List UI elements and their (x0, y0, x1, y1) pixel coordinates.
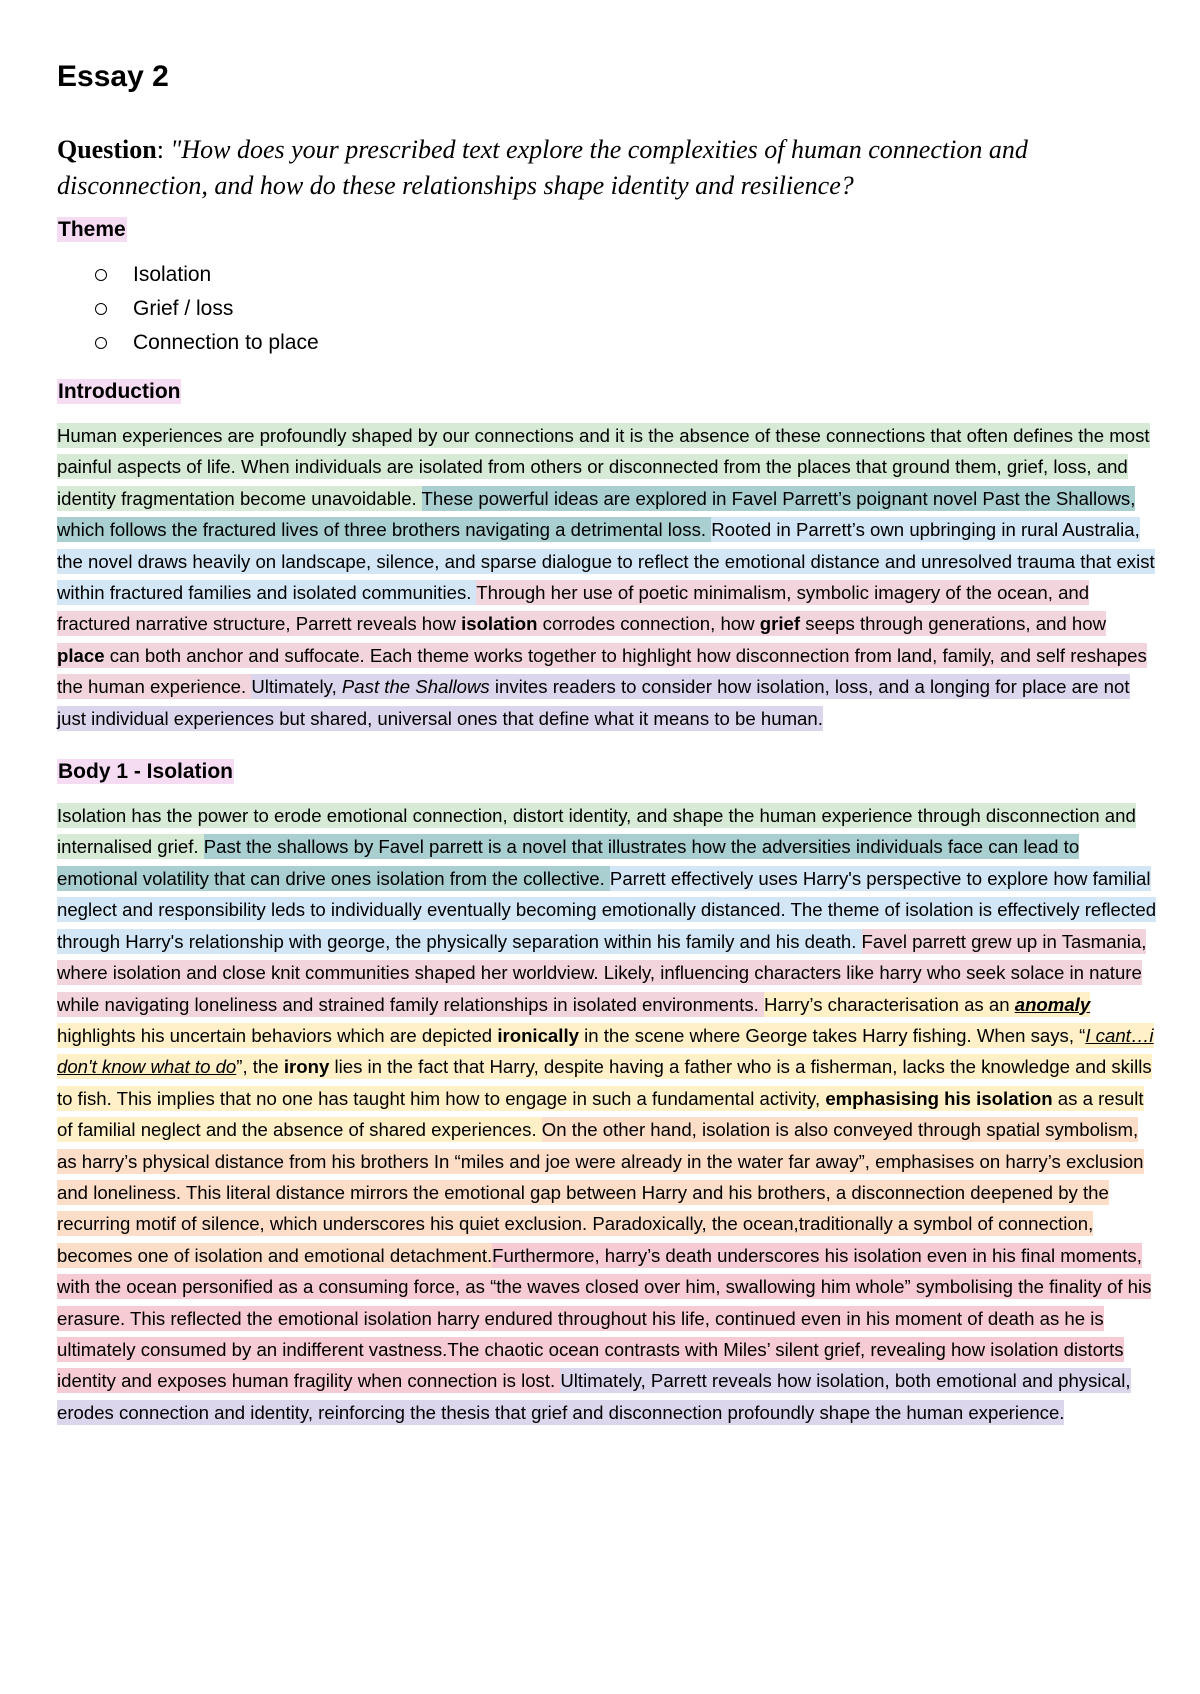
body1-paragraph (57, 800, 1157, 1428)
body1-evidence-sentence: Harry’s characterisation as an anomaly highlights his uncertain behaviors which are depicted ironically in the scene where George takes Harry fishing. When says, “I cant…i don't know what to do”, the irony lies in the fact that Harry, despite having a father who is a fisherman, lacks the knowledge and skills to fish. This implies that no one has taught him how to engage in such a fundamental activity, emphasising his isolation as a result of familial neglect and the absence of shared experiences. (57, 993, 1154, 1141)
introduction-paragraph (57, 420, 1157, 734)
intro-context-sentence: Rooted in Parrett’s own upbringing in rural Australia, the novel draws heavily on landscape, silence, and sparse dialogue to reflect the emotional distance and unresolved trauma that exist within fractured families and isolated communities. (57, 519, 1155, 604)
essay-title: Essay 2 (57, 60, 169, 93)
body1-perspective-sentence: Parrett effectively uses Harry's perspective to explore how familial neglect and responsibility leds to individually eventually becoming emotionally distanced. The theme of isolation is effectively reflected through Harry's relationship with george, the physically separation within his family and his death. (57, 867, 1157, 952)
question-label: Question (57, 135, 157, 164)
hollow-circle-bullet-icon (95, 337, 107, 349)
theme-list (57, 258, 1157, 360)
body1-topic-sentence: Isolation has the power to erode emotional connection, distort identity, and shape the human experience through disconnection and internalised grief. (57, 805, 1136, 858)
theme-item (95, 292, 1157, 326)
body1-text-sentence: Past the shallows by Favel parrett is a novel that illustrates how the adversities individuals face can lead to emotional volatility that can drive ones isolation from the collective. (57, 836, 1080, 889)
theme-item (95, 326, 1157, 360)
intro-thesis-sentence: Through her use of poetic minimalism, symbolic imagery of the ocean, and fractured narrative structure, Parrett reveals how isolation corrodes connection, how grief seeps through generations, and how place can both anchor and suffocate. Each theme works together to highlight how disconnection from land, family, and self reshapes the human experience. (57, 582, 1147, 698)
theme-heading: Theme (58, 218, 126, 241)
question-text: "How does your prescribed text explore the complexities of human connection and disconnection, and how do these relationships shape identity and resilience? (57, 135, 1028, 200)
question-colon: : (156, 135, 171, 164)
theme-item-label: Connection to place (133, 331, 319, 354)
hollow-circle-bullet-icon (95, 303, 107, 315)
introduction-heading: Introduction (58, 380, 181, 403)
body1-context-sentence: Favel parrett grew up in Tasmania, where isolation and close knit communities shaped her worldview. Likely, influencing characters like harry who seek solace in nature while navigating loneliness and strained family relationships in isolated environments. (57, 930, 1147, 1015)
hollow-circle-bullet-icon (95, 269, 107, 281)
theme-item-label: Grief / loss (133, 297, 234, 320)
essay-question (57, 132, 1157, 204)
body1-symbolism-sentence: On the other hand, isolation is also conveyed through spatial symbolism, as harry’s physical distance from his brothers In “miles and joe were already in the water far away”, emphasises on harry’s exclusion and loneliness. This literal distance mirrors the emotional gap between Harry and his brothers, a disconnection deepened by the recurring motif of silence, which underscores his quiet exclusion. Paradoxically, the ocean,traditionally a symbol of connection, becomes one of isolation and emotional detachment. (57, 1119, 1144, 1266)
document-content (57, 60, 1157, 1448)
intro-hook-sentence: Human experiences are profoundly shaped by our connections and it is the absence of these connections that often defines the most painful aspects of life. When individuals are isolated from others or disconnected from the places that ground them, grief, loss, and identity fragmentation become unavoidable. (57, 425, 1150, 509)
intro-conclusion-sentence: Ultimately, Past the Shallows invites readers to consider how isolation, loss, and a longing for place are not just individual experiences but shared, universal ones that define what it means to be human. (57, 676, 1130, 729)
intro-text-sentence: These powerful ideas are explored in Favel Parrett’s poignant novel Past the Shallows, which follows the fractured lives of three brothers navigating a detrimental loss. (57, 487, 1136, 541)
body1-death-sentence: Furthermore, harry’s death underscores his isolation even in his final moments, with the ocean personified as a consuming force, as “the waves closed over him, swallowing him whole” symbolising the finality of his erasure. This reflected the emotional isolation harry endured throughout his life, continued even in his moment of death as he is ultimately consumed by an indifferent vastness.The chaotic ocean contrasts with Miles’ silent grief, revealing how isolation distorts identity and exposes human fragility when connection is lost. (57, 1244, 1152, 1392)
theme-item (95, 258, 1157, 292)
body1-heading: Body 1 - Isolation (58, 760, 234, 784)
theme-item-label: Isolation (133, 263, 212, 286)
body1-concluding-sentence: Ultimately, Parrett reveals how isolation, both emotional and physical, erodes connection and identity, reinforcing the thesis that grief and disconnection profoundly shape the human experience. (57, 1370, 1131, 1423)
